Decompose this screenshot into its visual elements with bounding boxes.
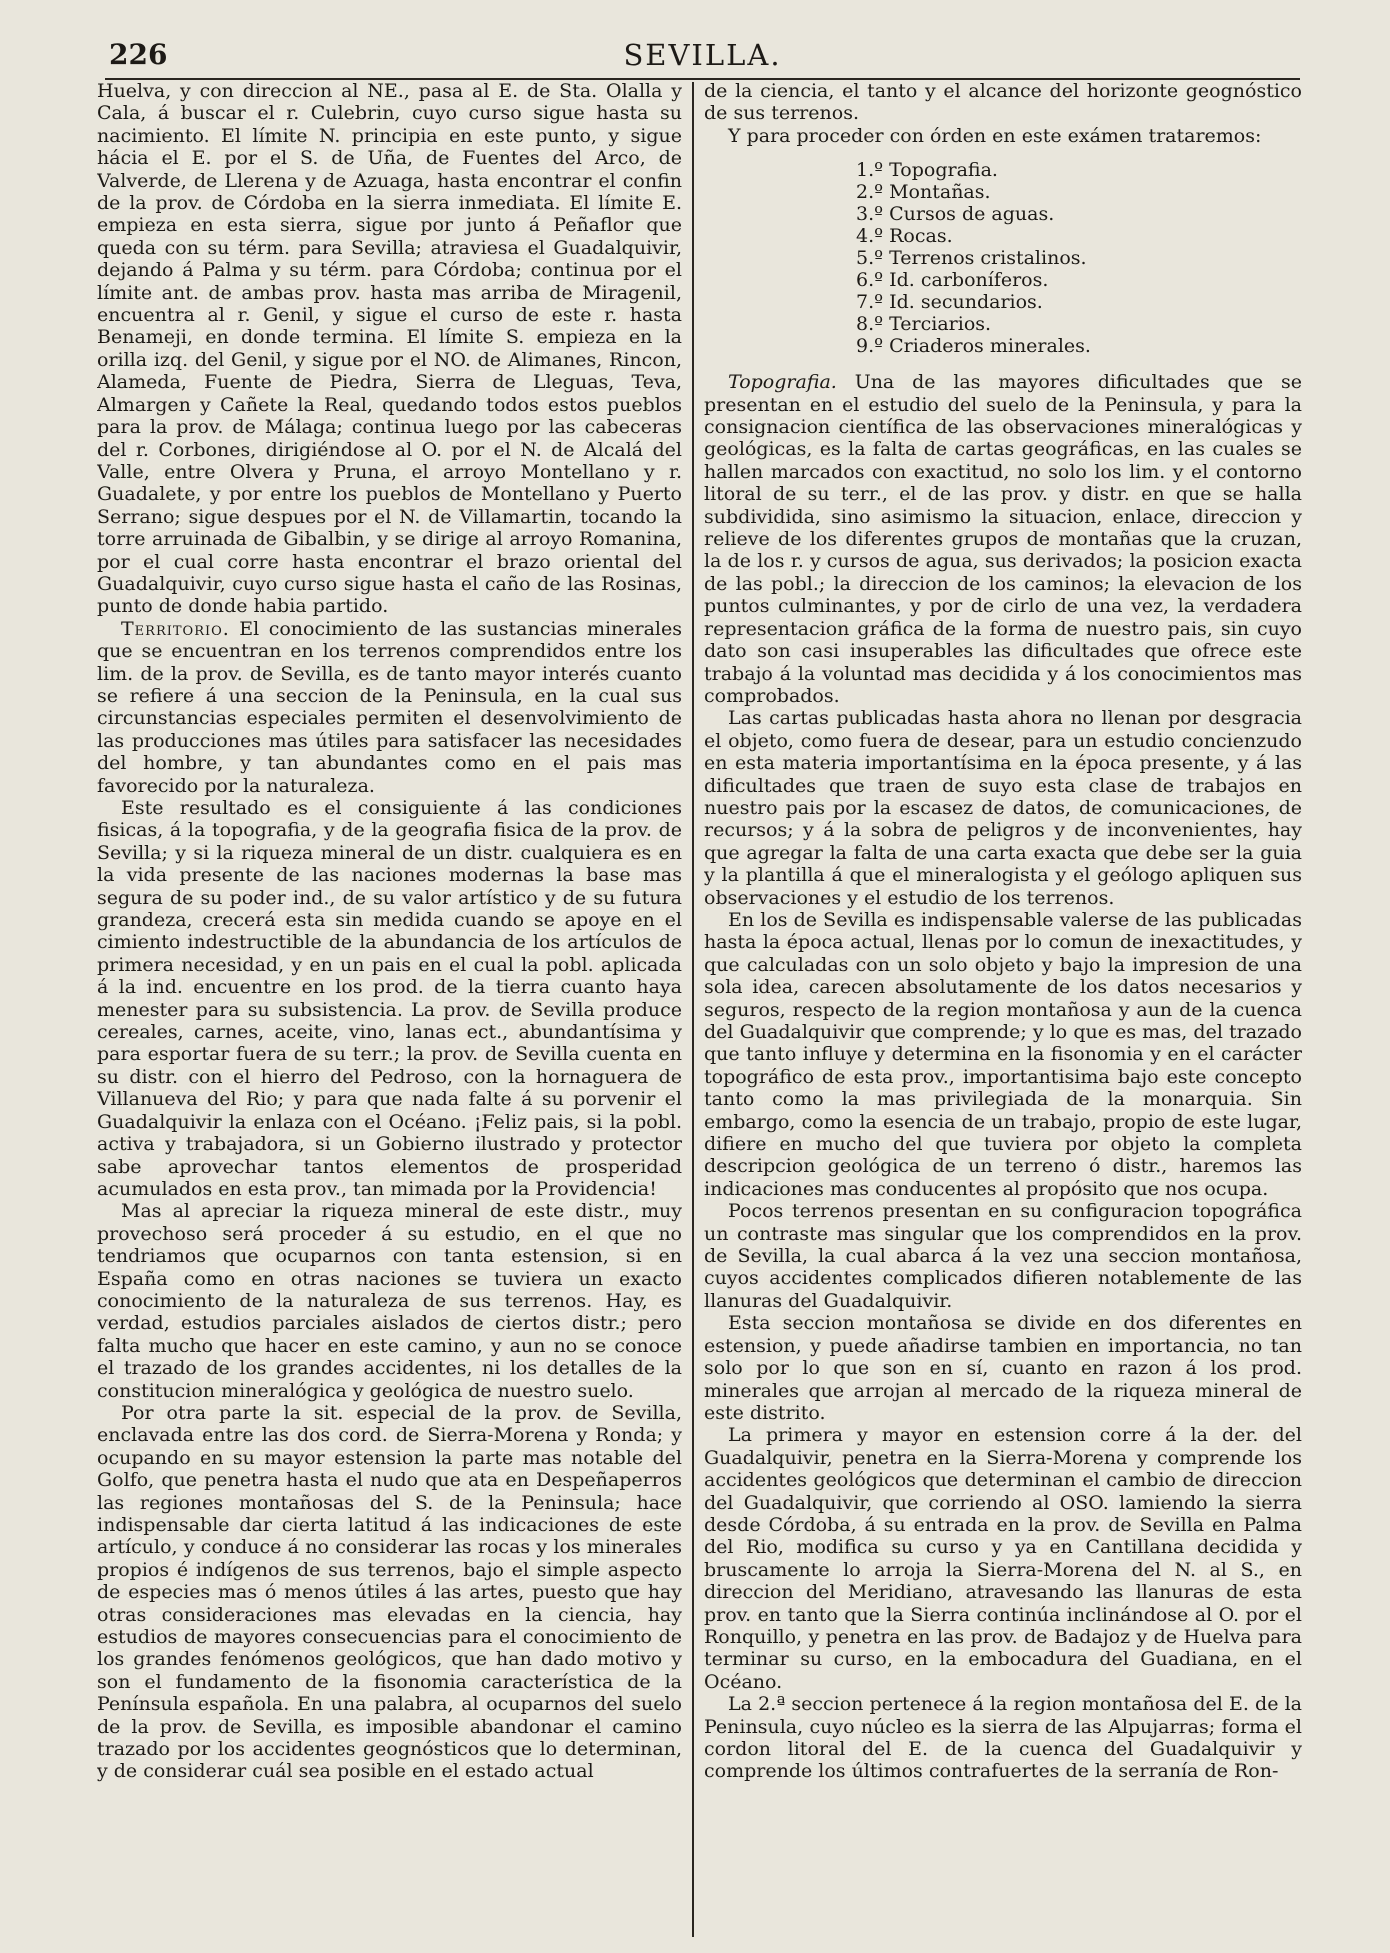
section-label-territorio: Territorio. [121, 617, 230, 640]
running-head: SEVILLA. [623, 38, 782, 72]
list-item: 8.º Terciarios. [856, 313, 992, 336]
page-number: 226 [109, 38, 168, 71]
right-column [704, 80, 1302, 1940]
paragraph-text: El conocimiento de las sustancias minerales que se encuentran en los terrenos comprendidos entre los lim. de la prov. de Sevilla, es de tanto mayor interés cuanto se refiere á una seccion de la Peninsula, en la cual sus circunstancias especiales permiten el desenvolvimiento de las producciones mas útiles para satisfacer las necesidades del hombre, y tan abundantes como en el pais mas favorecido por la naturaleza. [97, 617, 682, 797]
section-label-topografia: Topografia. [728, 371, 837, 394]
list-item: 4.º Rocas. [856, 225, 953, 248]
paragraph: Este resultado es el consiguiente á las condiciones fisicas, á la topografia, y de la geografia fisica de la prov. de Sevilla; y si la riqueza mineral de un distr. cualquiera es en la vida presente de las naciones modernas la base mas segura de su poder ind., de su valor artístico y de su futura grandeza, crecerá esta sin medida cuando se apoye en el cimiento indestructible de la abundancia de los artículos de primera necesidad, y en un pais en el cual la pobl. aplicada á la ind. encuentre en los prod. de la tierra cuanto haya menester para su subsistencia. La prov. de Sevilla produce cereales, carnes, aceite, vino, lanas ect., abundantísima y para esportar fuera de su terr.; la prov. de Sevilla cuenta en su distr. con el hierro del Pedroso, con la hornaguera de Villanueva del Rio; y para que nada falte á su porvenir el Guadalquivir la enlaza con el Océano. ¡Feliz pais, si la pobl. activa y trabajadora, si un Gobierno ilustrado y protector sabe aprovechar tantos elementos de prosperidad acumulados en esta prov., tan mimada por la Providencia! [97, 797, 682, 1200]
paragraph-text: Una de las mayores dificultades que se presentan en el estudio del suelo de la Peninsula, y para la consignacion científica de las observaciones mineralógicas y geológicas, es la falta de cartas geográficas, en las cuales se hallen marcados con exactitud, no solo los lim. y el contorno litoral de su terr., el de las prov. y distr. en que se halla subdividida, sino asimismo la situacion, enlace, direccion y relieve de los diferentes grupos de montañas que la cruzan, la de los r. y cursos de agua, sus derivados; la posicion exacta de las pobl.; la direccion de los caminos; la elevacion de los puntos culminantes, y por de cirlo de una vez, la verdadera representacion gráfica de la forma de nuestro pais, sin cuyo dato son casi insuperables las dificultades que ofrece este trabajo á la voluntad mas decidida y á los conocimientos mas comprobados. [704, 371, 1302, 707]
paragraph: Las cartas publicadas hasta ahora no llenan por desgracia el objeto, como fuera de desear, para un estudio concienzudo en esta materia importantísima en la época presente, y á las dificultades que traen de suyo esta clase de trabajos en nuestro pais por la escasez de datos, de comunicaciones, de recursos; y á la sobra de peligros y de inconvenientes, hay que agregar la falta de una carta exacta que debe ser la guia y la plantilla á que el mineralogista y el geólogo apliquen sus observaciones y el estudio de los terrenos. [704, 707, 1302, 909]
page-header [105, 34, 1300, 80]
paragraph: Y para proceder con órden en este exámen trataremos: [728, 124, 1262, 147]
left-column [97, 80, 682, 1940]
paragraph: Huelva, y con direccion al NE., pasa al E. de Sta. Olalla y Cala, á buscar el r. Culebrin, cuyo curso sigue hasta su nacimiento. El límite N. principia en este punto, y sigue hácia el E. por el S. de Uña, de Fuentes del Arco, de Valverde, de Llerena y de Azuaga, hasta encontrar el confin de la prov. de Córdoba en la sierra inmediata. El límite E. empieza en esta sierra, sigue por junto á Peñaflor que queda con su térm. para Sevilla; atraviesa el Guadalquivir, dejando á Palma y su térm. para Córdoba; continua por el límite ant. de ambas prov. hasta mas arriba de Miragenil, encuentra al r. Genil, y sigue el curso de este r. hasta Benameji, en donde termina. El límite S. empieza en la orilla izq. del Genil, y sigue por el NO. de Alimanes, Rincon, Alameda, Fuente de Piedra, Sierra de Lleguas, Teva, Almargen y Cañete la Real, quedando todos estos pueblos para la prov. de Málaga; continua luego por las cabeceras del r. Corbones, dirigiéndose al O. por el N. de Alcalá del Valle, entre Olvera y Pruna, el arroyo Montellano y r. Guadalete, y por entre los pueblos de Montellano y Puerto Serrano; sigue despues por el N. de Villamartin, tocando la torre arruinada de Gibalbin, y se dirige al arroyo Romanina, por el cual corre hasta encontrar el brazo oriental del Guadalquivir, cuyo curso sigue hasta el caño de las Rosinas, punto de donde habia partido. [97, 80, 682, 618]
paragraph: de la ciencia, el tanto y el alcance del horizonte geognóstico de sus terrenos. [704, 80, 1302, 125]
paragraph: Esta seccion montañosa se divide en dos diferentes en estension, y puede añadirse tambien en importancia, no tan solo por lo que son en sí, cuanto en razon á los prod. minerales que arrojan al mercado de la riqueza mineral de este distrito. [704, 1312, 1302, 1424]
paragraph: Por otra parte la sit. especial de la prov. de Sevilla, enclavada entre las dos cord. de Sierra-Morena y Ronda; y ocupando en su mayor estension la parte mas notable del Golfo, que penetra hasta el nudo que ata en Despeñaperros las regiones montañosas del S. de la Peninsula; hace indispensable dar cierta latitud á las indicaciones de este artículo, y conduce á no considerar las rocas y los minerales propios é indígenos de sus terrenos, bajo el simple aspecto de especies mas ó menos útiles á las artes, puesto que hay otras consideraciones mas elevadas en la ciencia, hay estudios de mayores consecuencias para el conocimiento de los grandes fenómenos geológicos, que han dado motivo y son el fundamento de la fisonomia característica de la Península española. En una palabra, al ocuparnos del suelo de la prov. de Sevilla, es imposible abandonar el camino trazado por los accidentes geognósticos que lo determinan, y de considerar cuál sea posible en el estado actual [97, 1401, 682, 1783]
paragraph: En los de Sevilla es indispensable valerse de las publicadas hasta la época actual, llenas por lo comun de inexactitudes, y que calculadas con un solo objeto y bajo la impresion de una sola idea, carecen absolutamente de los datos necesarios y seguros, respecto de la region montañosa y aun de la cuenca del Guadalquivir que comprende; y lo que es mas, del trazado que tanto influye y determina en la fisonomia y en el carácter topográfico de esta prov., importantisima bajo este concepto tanto como la mas privilegiada de la monarquia. Sin embargo, como la esencia de un trabajo, propio de este lugar, difiere en mucho del que tuviera por objeto la completa descripcion geológica de un terreno ó distr., haremos las indicaciones mas conducentes al propósito que nos ocupa. [704, 908, 1302, 1200]
paragraph: Mas al apreciar la riqueza mineral de este distr., muy provechoso será proceder á su estudio, en el que no tendriamos que ocuparnos con tanta estension, si en España como en otras naciones se tuviera un exacto conocimiento de la naturaleza de sus terrenos. Hay, es verdad, estudios parciales aislados de ciertos distr.; pero falta mucho que hacer en este camino, y aun no se conoce el trazado de los grandes accidentes, ni los detalles de la constitucion mineralógica y geológica de nuestro suelo. [97, 1200, 682, 1402]
list-item: 7.º Id. secundarios. [856, 291, 1043, 314]
list-item: 5.º Terrenos cristalinos. [856, 247, 1087, 270]
list-item: 3.º Cursos de aguas. [856, 203, 1055, 226]
list-item: 6.º Id. carboníferos. [856, 269, 1049, 292]
list-item: 2.º Montañas. [856, 181, 991, 204]
list-item: 9.º Criaderos minerales. [856, 335, 1091, 358]
paragraph: Pocos terrenos presentan en su configuracion topográfica un contraste mas singular que los comprendidos en la prov. de Sevilla, la cual abarca á la vez una seccion montañosa, cuyos accidentes complicados difieren notablemente de las llanuras del Guadalquivir. [704, 1200, 1302, 1312]
topics-list [856, 159, 1302, 357]
paragraph-topografia [704, 371, 1302, 707]
paragraph-territorio [97, 618, 682, 797]
paragraph: La primera y mayor en estension corre á la der. del Guadalquivir, penetra en la Sierra-Morena y comprende los accidentes geológicos que determinan el cambio de direccion del Guadalquivir, que corriendo al OSO. lamiendo la sierra desde Córdoba, á su entrada en la prov. de Sevilla en Palma del Rio, modifica su curso y ya en Cantillana decidida y bruscamente lo arroja la Sierra-Morena del N. al S., en direccion del Meridiano, atravesando las llanuras de esta prov. en tanto que la Sierra continúa inclinándose al O. por el Ronquillo, y penetra en las prov. de Badajoz y de Huelva para terminar su curso, en la embocadura del Guadiana, en el Océano. [704, 1424, 1302, 1693]
column-rule [692, 82, 694, 1937]
list-item: 1.º Topografia. [856, 159, 998, 182]
paragraph: La 2.ª seccion pertenece á la region montañosa del E. de la Peninsula, cuyo núcleo es la sierra de las Alpujarras; forma el cordon litoral del E. de la cuenca del Guadalquivir y comprende los últimos contrafuertes de la serranía de Ron- [704, 1693, 1302, 1783]
